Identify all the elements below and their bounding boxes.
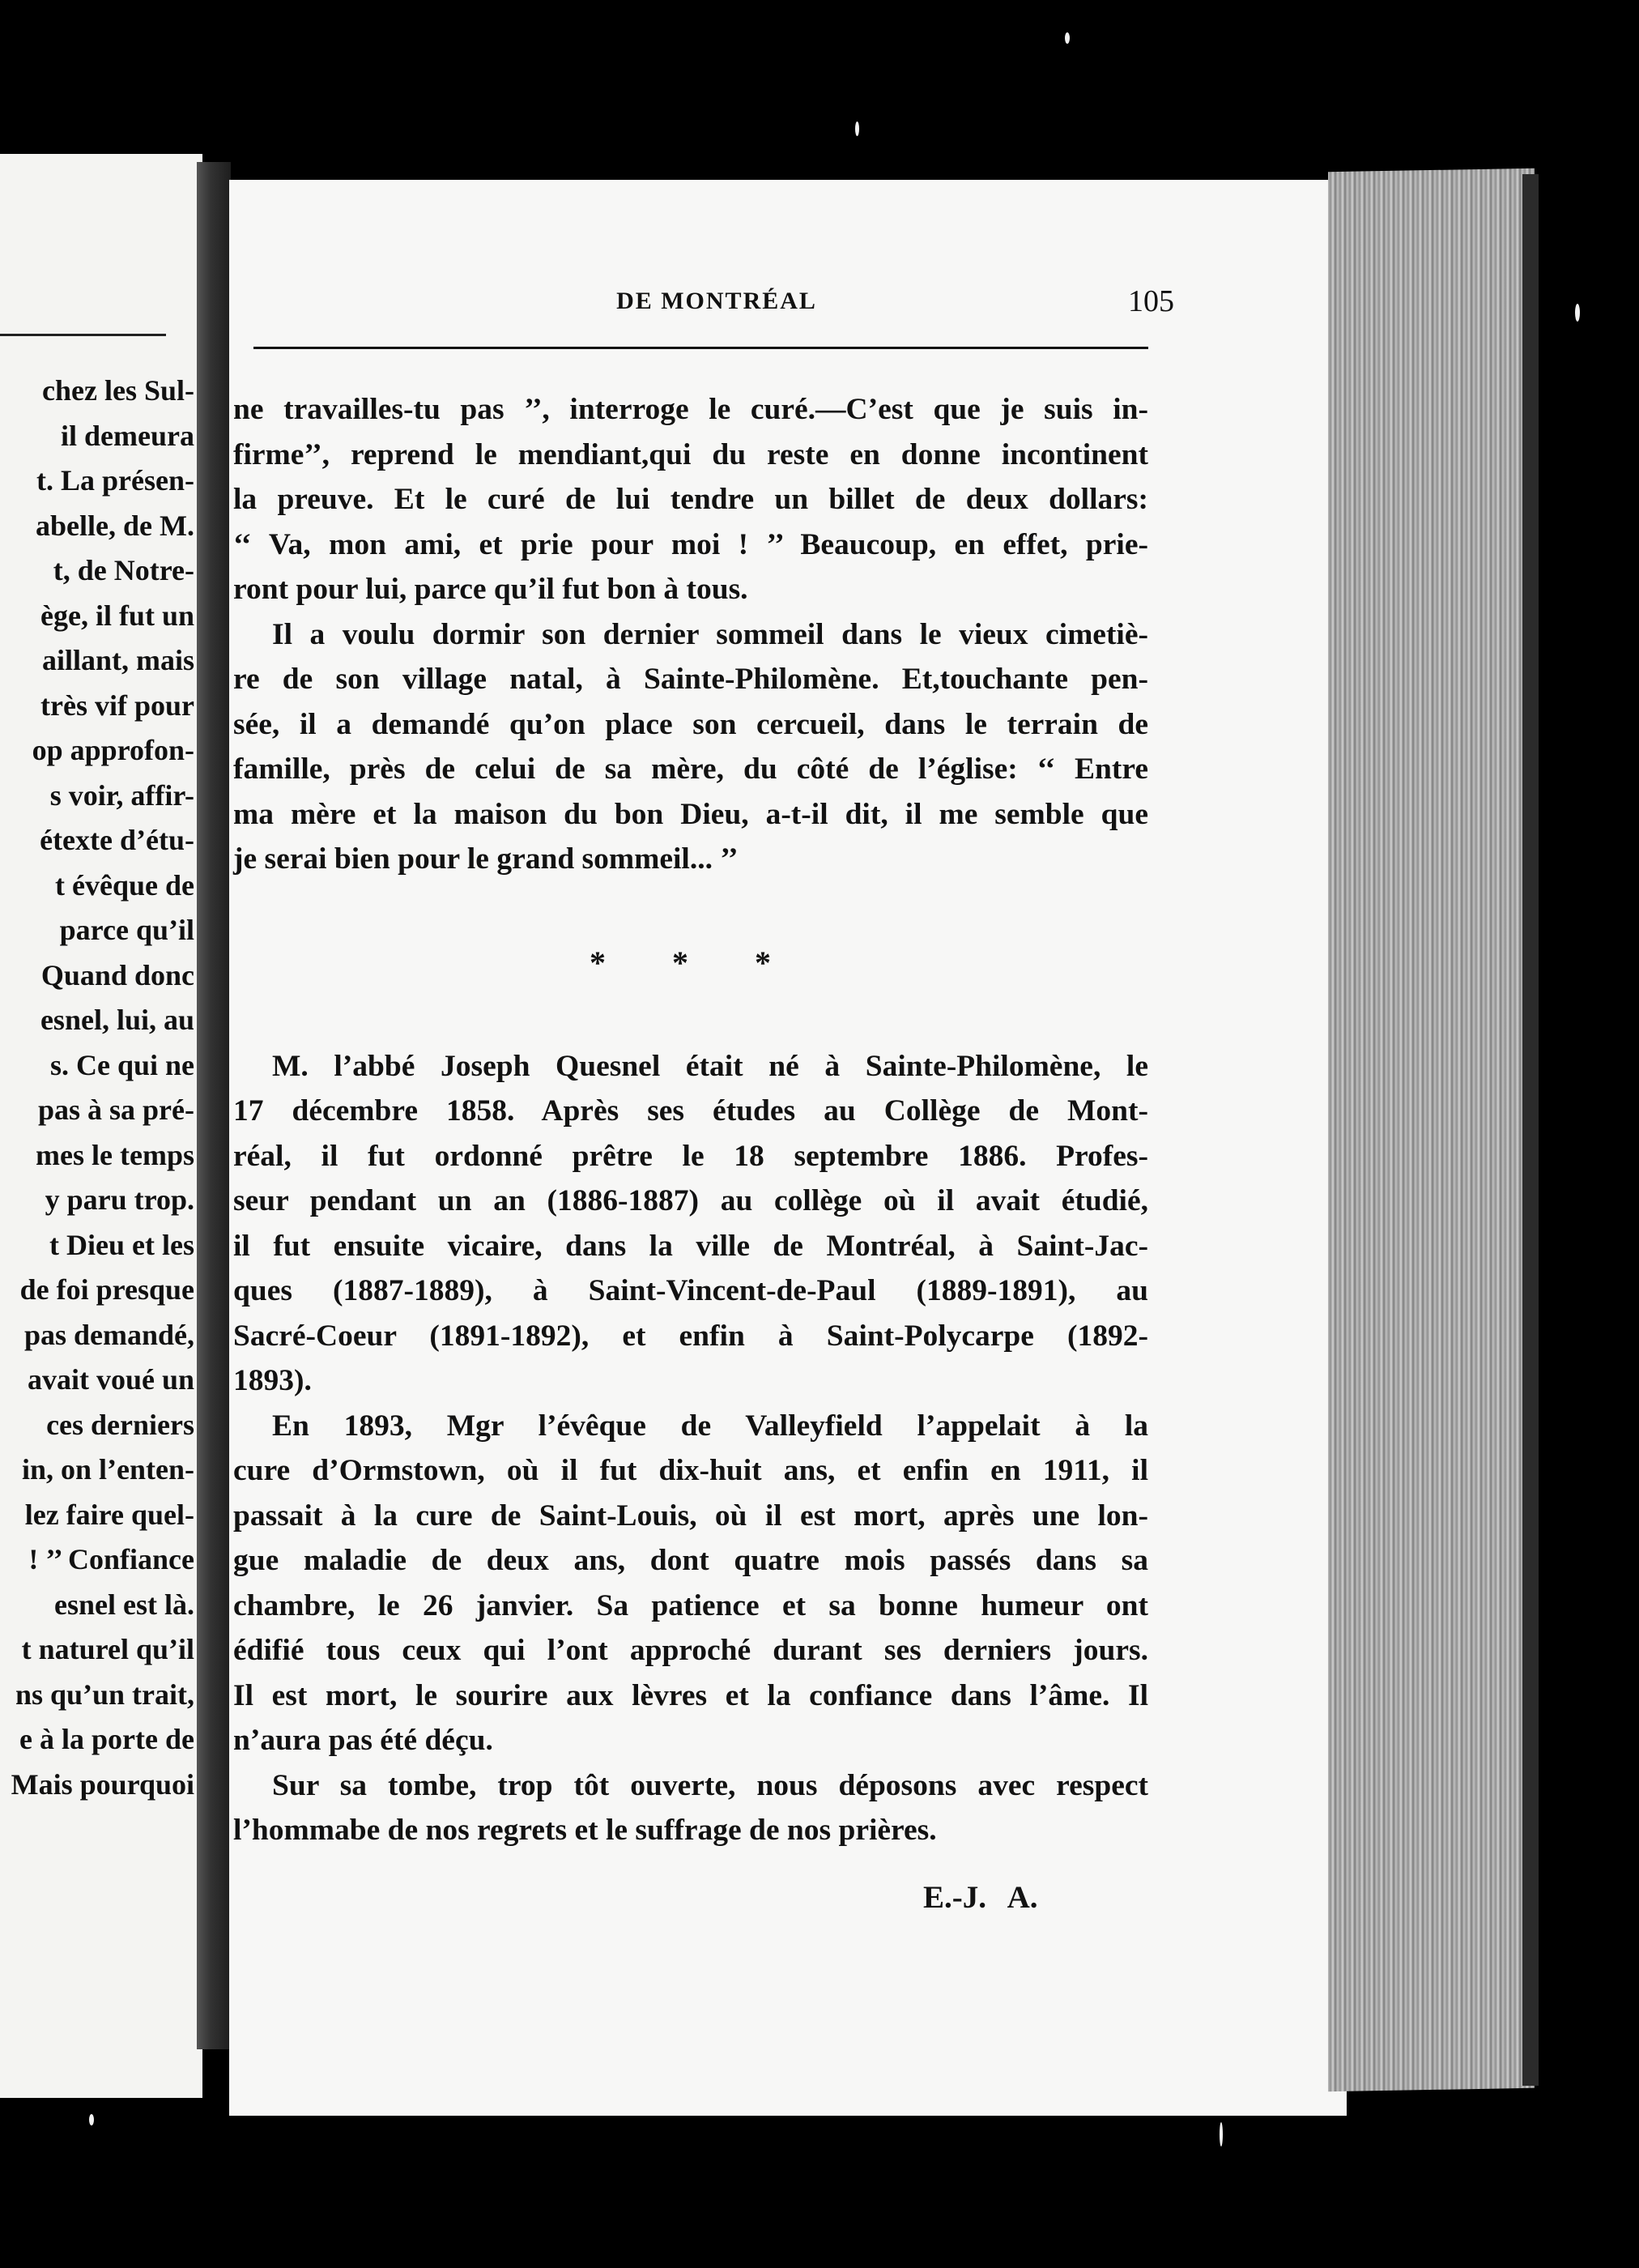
text-line: 17 décembre 1858. Après ses études au Collège de Mont- <box>233 1094 1148 1128</box>
left-text-line: avait voué un <box>27 1363 194 1396</box>
text-line: famille, près de celui de sa mère, du côté de l’église: ‘‘ Entre <box>233 752 1148 786</box>
text-line: gue maladie de deux ans, dont quatre mois passés dans sa <box>233 1544 1148 1577</box>
text-line: ma mère et la maison du bon Dieu, a-t-il dit, il me semble que <box>233 797 1148 831</box>
text-line: ne travailles-tu pas ’’, interroge le curé.—C’est que je suis in- <box>233 393 1148 426</box>
text-line: firme’’, reprend le mendiant,qui du reste en donne incontinent <box>233 437 1148 471</box>
background-speck <box>855 122 859 136</box>
left-text-line: pas à sa pré- <box>37 1094 194 1126</box>
left-text-line: e à la porte de <box>19 1723 194 1755</box>
left-text-line: s. Ce qui ne <box>49 1048 194 1081</box>
background-speck <box>1220 2122 1223 2146</box>
left-text-line: de foi presque <box>19 1273 194 1306</box>
left-text-line: étexte d’étu- <box>40 824 194 856</box>
text-line: cure d’Ormstown, où il fut dix-huit ans, et enfin en 1911, il <box>233 1454 1148 1487</box>
left-text-line: chez les Sul- <box>42 374 194 407</box>
text-line: re de son village natal, à Sainte-Philomène. Et,touchante pen- <box>233 663 1148 696</box>
text-line: chambre, le 26 janvier. Sa patience et sa bonne humeur ont <box>233 1588 1148 1622</box>
background-speck <box>1065 32 1070 44</box>
text-line: n’aura pas été déçu. <box>233 1724 493 1757</box>
text-line: Sur sa tombe, trop tôt ouverte, nous déposons avec respect <box>272 1768 1148 1802</box>
left-text-line: mes le temps <box>36 1138 194 1171</box>
left-text-line: pas demandé, <box>23 1318 194 1351</box>
text-line: la preuve. Et le curé de lui tendre un billet de deux dollars: <box>233 483 1148 516</box>
text-line: En 1893, Mgr l’évêque de Valleyfield l’appelait à la <box>272 1409 1148 1443</box>
text-line: Il est mort, le sourire aux lèvres et la confiance dans l’âme. Il <box>233 1678 1148 1712</box>
text-line: Sacré-Coeur (1891-1892), et enfin à Saint-Polycarpe (1892- <box>233 1319 1148 1353</box>
page-edges-shadow <box>1522 174 1539 2086</box>
left-text-line: Mais pourquoi <box>11 1767 194 1801</box>
text-line: 1893). <box>233 1364 312 1397</box>
text-line: ques (1887-1889), à Saint-Vincent-de-Paul (1889-1891), au <box>233 1274 1148 1307</box>
book-gutter <box>197 162 231 2049</box>
section-separator: * * * <box>590 944 800 981</box>
text-line: je serai bien pour le grand sommeil... ’’ <box>233 842 739 876</box>
text-line: l’hommabe de nos regrets et le suffrage de nos prières. <box>233 1814 937 1847</box>
text-line: édifié tous ceux qui l’ont approché durant ses derniers jours. <box>233 1634 1148 1667</box>
left-text-line: esnel, lui, au <box>40 1004 194 1036</box>
left-text-line: ège, il fut un <box>40 599 194 632</box>
left-text-line: très vif pour <box>40 688 194 722</box>
left-page-text <box>4 369 194 1807</box>
left-text-line: t. La présen- <box>36 464 194 497</box>
left-text-line: s voir, affir- <box>49 778 194 812</box>
left-page-head-rule <box>0 334 166 336</box>
left-text-line: ces derniers <box>46 1408 194 1441</box>
text-line: ront pour lui, parce qu’il fut bon à tous. <box>233 573 748 606</box>
text-line: passait à la cure de Saint-Louis, où il est mort, après une lon- <box>233 1498 1148 1533</box>
text-line: ‘‘ Va, mon ami, et prie pour moi ! ’’ Beaucoup, en effet, prie- <box>233 527 1148 561</box>
text-line: réal, il fut ordonné prêtre le 18 septembre 1886. Profes- <box>233 1139 1148 1173</box>
left-text-line: il demeura <box>61 419 194 452</box>
text-line: seur pendant un an (1886-1887) au collège où il avait étudié, <box>233 1184 1148 1217</box>
left-text-line: y paru trop. <box>45 1183 194 1216</box>
left-text-line: aillant, mais <box>41 644 194 676</box>
text-line: Il a voulu dormir son dernier sommeil dans le vieux cimetiè- <box>272 617 1148 651</box>
text-line: M. l’abbé Joseph Quesnel était né à Sainte-Philomène, le <box>272 1049 1148 1083</box>
running-head-rule <box>253 347 1148 349</box>
left-text-line: Quand donc <box>40 958 194 991</box>
left-text-line: t, de Notre- <box>53 554 194 586</box>
left-text-line: ! ’’ Confiance <box>28 1543 194 1575</box>
left-page-fragment <box>0 154 202 2098</box>
left-text-line: abelle, de M. <box>36 509 194 542</box>
author-signature: E.-J. A. <box>923 1880 1038 1915</box>
background-speck <box>1575 304 1580 322</box>
left-text-line: parce qu’il <box>59 914 194 946</box>
text-line: il fut ensuite vicaire, dans la ville de Montréal, à Saint-Jac- <box>233 1229 1148 1263</box>
background-speck <box>89 2114 94 2125</box>
page-number: 105 <box>1128 284 1174 318</box>
running-head: DE MONTRÉAL <box>616 288 817 314</box>
left-text-line: esnel est là. <box>54 1588 194 1621</box>
left-text-line: ns qu’un trait, <box>15 1678 194 1711</box>
page-edges <box>1328 168 1535 2091</box>
left-text-line: t évêque de <box>55 868 194 902</box>
left-text-line: lez faire quel- <box>24 1498 194 1531</box>
text-line: sée, il a demandé qu’on place son cercueil, dans le terrain de <box>233 707 1148 741</box>
page-body-text <box>233 387 1148 1853</box>
left-text-line: t Dieu et les <box>49 1228 194 1261</box>
left-text-line: op approfon- <box>32 734 194 766</box>
left-text-line: t naturel qu’il <box>21 1633 194 1665</box>
left-text-line: in, on l’enten- <box>21 1453 194 1486</box>
